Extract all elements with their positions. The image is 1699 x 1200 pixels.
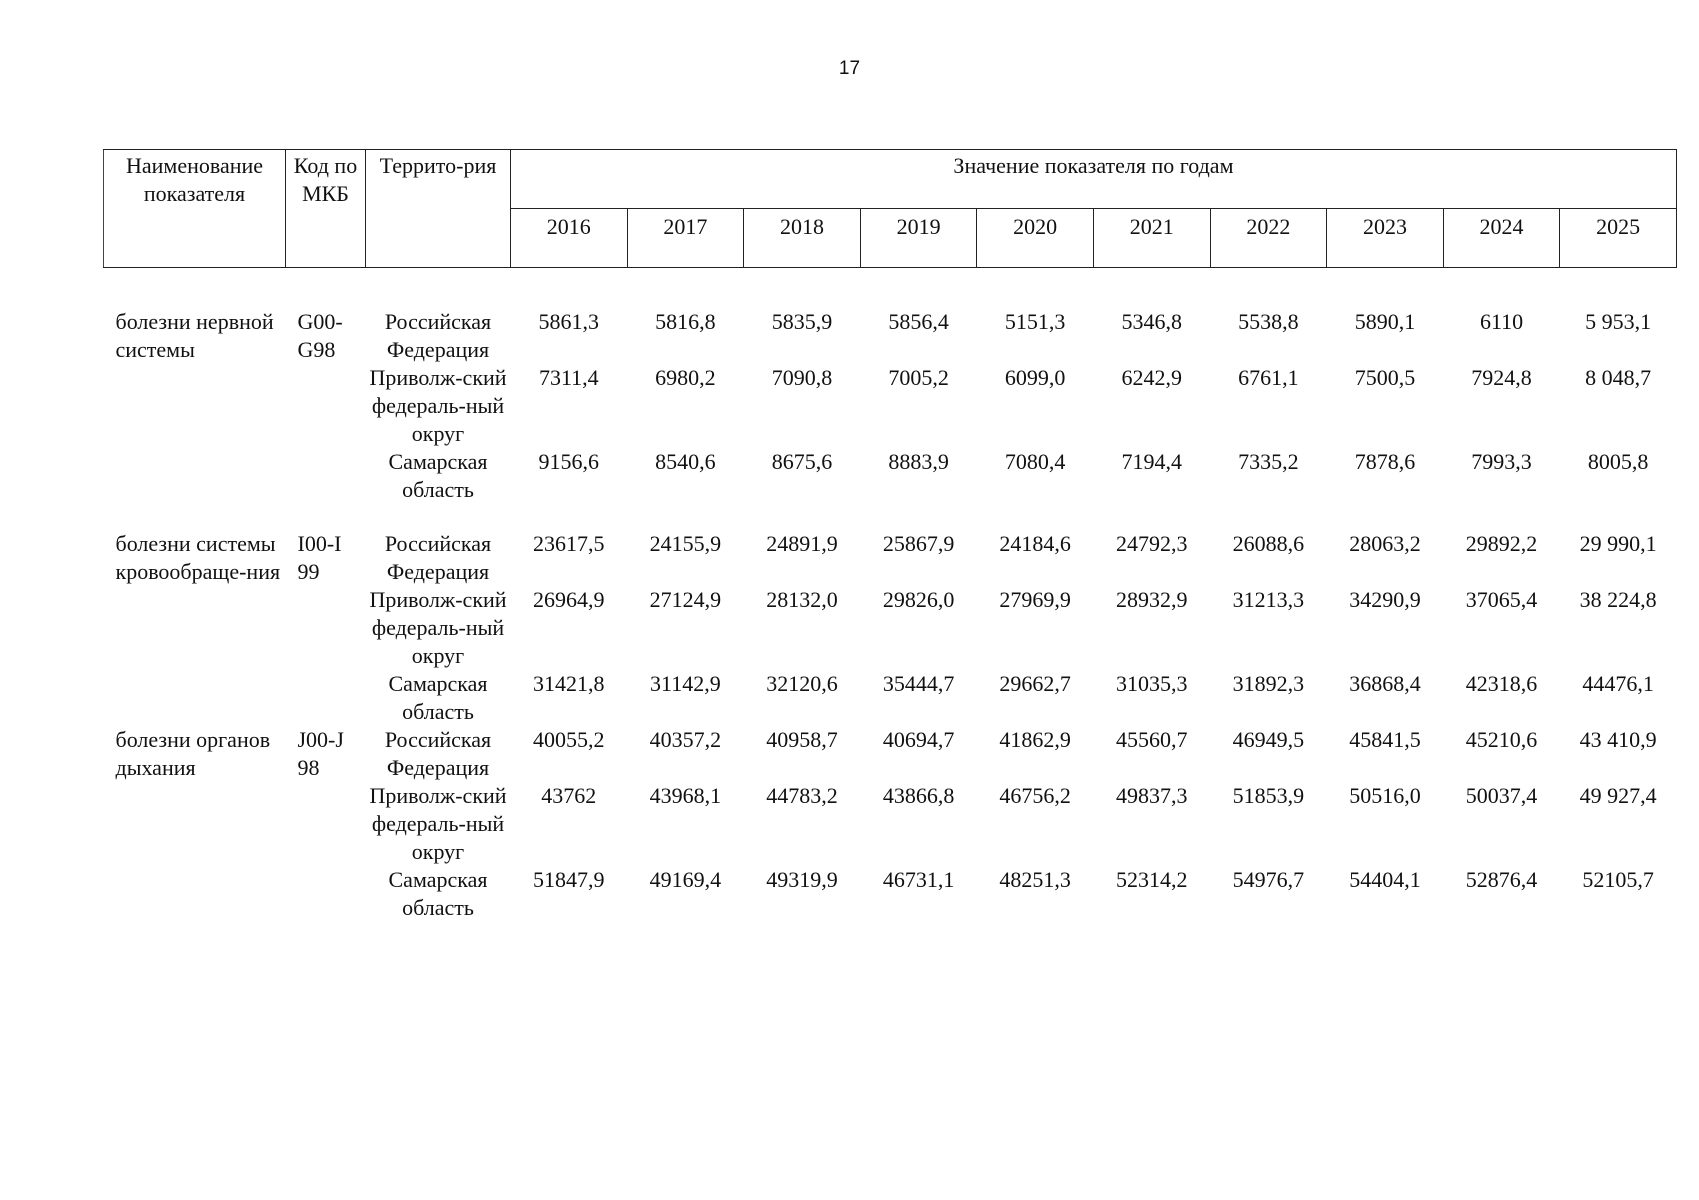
- value-2023: 54404,1: [1349, 867, 1421, 892]
- value-2023: 36868,4: [1349, 671, 1421, 696]
- header-territory: [366, 150, 511, 268]
- value-2016: 51847,9: [533, 867, 605, 892]
- gap-cell: [104, 504, 1677, 530]
- value-2022: 7335,2: [1238, 449, 1299, 474]
- value-2025: 8005,8: [1587, 449, 1649, 474]
- territory: Российская Федерация: [384, 727, 492, 780]
- table-row: [104, 782, 1677, 866]
- value-2022: 31213,3: [1232, 587, 1305, 612]
- icd-code: I00-I99: [297, 531, 342, 584]
- table-row: [104, 670, 1677, 726]
- value-2022: 54976,7: [1232, 867, 1305, 892]
- indicator-name: [104, 670, 286, 726]
- value-2019: 29826,0: [882, 587, 955, 612]
- table-row: [104, 364, 1677, 448]
- header-year-2025: 2025: [1560, 209, 1677, 268]
- value-2025: 49 927,4: [1579, 783, 1657, 808]
- value-2020: 29662,7: [999, 671, 1071, 696]
- value-2021: 45560,7: [1116, 727, 1188, 752]
- header-year-2024: 2024: [1443, 209, 1560, 268]
- value-2017: 43968,1: [649, 783, 722, 808]
- value-2017: 49169,4: [649, 867, 722, 892]
- value-2016: 26964,9: [533, 587, 605, 612]
- value-2018: 8675,6: [771, 449, 833, 474]
- header-name-text: Наименование показателя: [125, 153, 264, 206]
- value-2022: 6761,1: [1238, 365, 1299, 390]
- icd-code: [286, 586, 366, 670]
- table-body: [104, 268, 1677, 923]
- value-2016: 5861,3: [538, 309, 600, 334]
- table-row: [104, 530, 1677, 586]
- icd-code: G00-G98: [297, 309, 343, 362]
- value-2021: 6242,9: [1121, 365, 1183, 390]
- table-header: [104, 150, 1677, 268]
- value-2019: 25867,9: [882, 531, 955, 556]
- value-2017: 27124,9: [649, 587, 722, 612]
- table-row: [104, 448, 1677, 504]
- value-2023: 28063,2: [1349, 531, 1421, 556]
- value-2018: 7090,8: [771, 365, 833, 390]
- value-2019: 40694,7: [882, 727, 955, 752]
- value-2018: 28132,0: [766, 587, 838, 612]
- territory: Приволж-ский федераль-ный округ: [369, 587, 507, 668]
- value-2022: 46949,5: [1232, 727, 1305, 752]
- indicator-name: [104, 782, 286, 866]
- value-2020: 24184,6: [999, 531, 1071, 556]
- header-year-2017: 2017: [627, 209, 744, 268]
- value-2019: 35444,7: [882, 671, 955, 696]
- icd-code: [286, 866, 366, 922]
- spacer-cell: [104, 268, 1677, 309]
- header-values-group-text: Значение показателя по годам: [953, 153, 1234, 178]
- icd-code: [286, 782, 366, 866]
- territory: Самарская область: [388, 867, 488, 920]
- value-2022: 31892,3: [1232, 671, 1305, 696]
- indicator-name: [104, 448, 286, 504]
- value-2019: 43866,8: [882, 783, 955, 808]
- indicator-name: болезни нервной системы: [115, 309, 274, 362]
- group-gap: [104, 504, 1677, 530]
- indicator-name: [104, 866, 286, 922]
- value-2025: 8 048,7: [1585, 365, 1652, 390]
- table-spacer: [104, 268, 1677, 309]
- territory: Приволж-ский федераль-ный округ: [369, 365, 507, 446]
- value-2021: 49837,3: [1116, 783, 1188, 808]
- value-2023: 34290,9: [1349, 587, 1421, 612]
- value-2017: 40357,2: [649, 727, 722, 752]
- header-year-2019: 2019: [860, 209, 977, 268]
- value-2016: 43762: [541, 783, 597, 808]
- header-territory-text: Террито-рия: [379, 153, 497, 178]
- value-2023: 7500,5: [1354, 365, 1416, 390]
- value-2017: 24155,9: [649, 531, 722, 556]
- territory: Приволж-ский федераль-ный округ: [369, 783, 507, 864]
- value-2018: 49319,9: [766, 867, 838, 892]
- table-row: [104, 586, 1677, 670]
- value-2023: 7878,6: [1354, 449, 1416, 474]
- value-2024: 37065,4: [1465, 587, 1538, 612]
- value-2017: 8540,6: [655, 449, 716, 474]
- value-2025: 5 953,1: [1585, 309, 1652, 334]
- header-name: [104, 150, 286, 268]
- value-2018: 44783,2: [766, 783, 838, 808]
- value-2019: 5856,4: [888, 309, 949, 334]
- value-2016: 31421,8: [533, 671, 605, 696]
- value-2024: 7993,3: [1471, 449, 1532, 474]
- header-year-2022: 2022: [1210, 209, 1327, 268]
- icd-code: [286, 448, 366, 504]
- value-2020: 7080,4: [1004, 449, 1066, 474]
- indicator-name: [104, 364, 286, 448]
- value-2018: 32120,6: [766, 671, 838, 696]
- value-2024: 29892,2: [1465, 531, 1538, 556]
- value-2016: 23617,5: [533, 531, 605, 556]
- value-2018: 24891,9: [766, 531, 838, 556]
- value-2025: 44476,1: [1582, 671, 1654, 696]
- indicator-name: [104, 586, 286, 670]
- value-2019: 7005,2: [888, 365, 949, 390]
- value-2023: 50516,0: [1349, 783, 1421, 808]
- value-2023: 5890,1: [1354, 309, 1416, 334]
- header-year-2020: 2020: [977, 209, 1094, 268]
- value-2025: 43 410,9: [1579, 727, 1657, 752]
- value-2021: 7194,4: [1121, 449, 1183, 474]
- header-code-text: Код по МКБ: [293, 153, 358, 206]
- value-2024: 7924,8: [1471, 365, 1532, 390]
- header-code: [286, 150, 366, 268]
- value-2019: 8883,9: [888, 449, 949, 474]
- value-2024: 52876,4: [1465, 867, 1538, 892]
- value-2017: 6980,2: [655, 365, 716, 390]
- value-2020: 46756,2: [999, 783, 1071, 808]
- value-2017: 31142,9: [650, 671, 721, 696]
- value-2020: 6099,0: [1004, 365, 1066, 390]
- value-2021: 52314,2: [1116, 867, 1188, 892]
- territory: Самарская область: [388, 671, 488, 724]
- value-2020: 27969,9: [999, 587, 1071, 612]
- value-2022: 51853,9: [1232, 783, 1305, 808]
- value-2021: 28932,9: [1116, 587, 1188, 612]
- header-year-2018: 2018: [744, 209, 861, 268]
- indicator-name: болезни системы кровообраще-ния: [115, 531, 281, 584]
- header-values-group: [511, 150, 1677, 209]
- value-2019: 46731,1: [882, 867, 955, 892]
- icd-code: [286, 670, 366, 726]
- value-2016: 9156,6: [538, 449, 600, 474]
- value-2021: 5346,8: [1121, 309, 1183, 334]
- value-2025: 52105,7: [1582, 867, 1654, 892]
- header-year-2023: 2023: [1327, 209, 1444, 268]
- territory: Российская Федерация: [384, 531, 492, 584]
- value-2017: 5816,8: [655, 309, 716, 334]
- table-row: [104, 308, 1677, 364]
- value-2025: 38 224,8: [1579, 587, 1657, 612]
- value-2020: 41862,9: [999, 727, 1071, 752]
- indicator-table: [103, 149, 1677, 922]
- icd-code: J00-J98: [297, 727, 344, 780]
- table-row: [104, 726, 1677, 782]
- value-2024: 45210,6: [1465, 727, 1538, 752]
- value-2023: 45841,5: [1349, 727, 1421, 752]
- value-2022: 5538,8: [1238, 309, 1299, 334]
- value-2024: 42318,6: [1465, 671, 1538, 696]
- page-number: 17: [838, 58, 861, 79]
- value-2016: 40055,2: [533, 727, 605, 752]
- icd-code: [286, 364, 366, 448]
- indicator-name: болезни органов дыхания: [115, 727, 271, 780]
- value-2024: 50037,4: [1465, 783, 1538, 808]
- territory: Самарская область: [388, 449, 488, 502]
- value-2021: 31035,3: [1116, 671, 1188, 696]
- territory: Российская Федерация: [384, 309, 492, 362]
- value-2020: 5151,3: [1004, 309, 1066, 334]
- value-2016: 7311,4: [538, 365, 599, 390]
- header-year-2021: 2021: [1093, 209, 1210, 268]
- value-2018: 5835,9: [771, 309, 833, 334]
- value-2024: 6110: [1479, 309, 1524, 334]
- header-year-2016: 2016: [511, 209, 628, 268]
- table-row: [104, 866, 1677, 922]
- value-2018: 40958,7: [766, 727, 838, 752]
- value-2020: 48251,3: [999, 867, 1071, 892]
- value-2021: 24792,3: [1116, 531, 1188, 556]
- value-2025: 29 990,1: [1579, 531, 1657, 556]
- value-2022: 26088,6: [1232, 531, 1305, 556]
